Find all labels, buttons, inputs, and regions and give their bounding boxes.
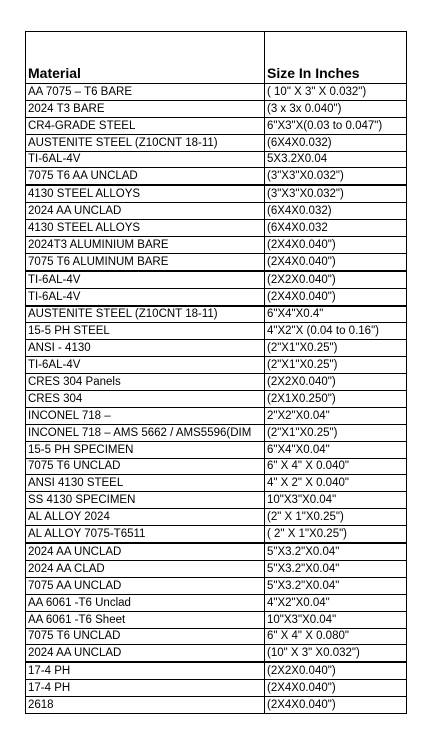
table-row	[26, 391, 407, 408]
table-row	[26, 237, 407, 254]
material-cell: INCONEL 718 – AMS 5662 / AMS5596(DIM	[26, 424, 265, 441]
size-cell: (6X4X0.032	[265, 220, 407, 237]
material-cell: 7075 T6 UNCLAD	[26, 458, 265, 475]
table-row	[26, 526, 407, 543]
material-cell: CR4-GRADE STEEL	[26, 117, 265, 134]
table-row	[26, 340, 407, 357]
table-row	[26, 662, 407, 679]
table-row	[26, 407, 407, 424]
size-cell: 5"X3.2"X0.04"	[265, 577, 407, 594]
material-cell: 4130 STEEL ALLOYS	[26, 185, 265, 202]
size-cell: 5X3.2X0.04	[265, 151, 407, 168]
size-cell: (2X2X0.040")	[265, 662, 407, 679]
material-cell: ANSI 4130 STEEL	[26, 475, 265, 492]
table-row	[26, 357, 407, 374]
table-row	[26, 458, 407, 475]
size-cell: (2X4X0.040")	[265, 237, 407, 254]
table-row	[26, 492, 407, 509]
material-cell: AUSTENITE STEEL (Z10CNT 18-11)	[26, 306, 265, 323]
table-row	[26, 100, 407, 117]
material-cell: AA 6061 -T6 Unclad	[26, 594, 265, 611]
size-cell: (6X4X0.032)	[265, 134, 407, 151]
size-cell: 6" X 4" X 0.080"	[265, 628, 407, 645]
table-row	[26, 441, 407, 458]
material-cell: 7075 AA UNCLAD	[26, 577, 265, 594]
material-cell: 7075 T6 AA UNCLAD	[26, 168, 265, 185]
material-cell: 4130 STEEL ALLOYS	[26, 220, 265, 237]
size-cell: 5"X3.2"X0.04"	[265, 543, 407, 560]
size-cell: 6"X4"X0.4"	[265, 306, 407, 323]
table-row	[26, 117, 407, 134]
size-cell: (2" X 1"X0.25")	[265, 509, 407, 526]
size-cell: (3 x 3x 0.040")	[265, 100, 407, 117]
size-cell: 2"X2"X0.04"	[265, 407, 407, 424]
size-cell: (2X4X0.040")	[265, 680, 407, 697]
size-cell: (2X2X0.040")	[265, 374, 407, 391]
material-cell: 2024 AA UNCLAD	[26, 645, 265, 662]
table-row	[26, 271, 407, 288]
material-cell: AUSTENITE STEEL (Z10CNT 18-11)	[26, 134, 265, 151]
table-row	[26, 475, 407, 492]
table-body	[26, 84, 407, 714]
table-row	[26, 306, 407, 323]
material-cell: 2618	[26, 697, 265, 714]
table-row	[26, 203, 407, 220]
material-cell: 15-5 PH STEEL	[26, 323, 265, 340]
material-cell: 15-5 PH SPECIMEN	[26, 441, 265, 458]
material-cell: 2024 AA UNCLAD	[26, 543, 265, 560]
table-row	[26, 424, 407, 441]
table-row	[26, 151, 407, 168]
size-cell: (2"X1"X0.25")	[265, 357, 407, 374]
material-cell: SS 4130 SPECIMEN	[26, 492, 265, 509]
material-cell: 7075 T6 ALUMINUM BARE	[26, 253, 265, 270]
size-cell: (3"X3"X0.032")	[265, 168, 407, 185]
header-row	[26, 32, 407, 84]
size-cell: 6"X4"X0.04"	[265, 441, 407, 458]
material-cell: INCONEL 718 –	[26, 407, 265, 424]
materials-table	[25, 31, 407, 714]
size-cell: 6" X 4" X 0.040"	[265, 458, 407, 475]
table-row	[26, 253, 407, 270]
table-row	[26, 288, 407, 305]
material-cell: 2024 AA UNCLAD	[26, 203, 265, 220]
table-row	[26, 611, 407, 628]
size-cell: (2"X1"X0.25")	[265, 340, 407, 357]
size-cell: 4"X2"X0.04"	[265, 594, 407, 611]
size-cell: (10" X 3" X0.032")	[265, 645, 407, 662]
material-cell: CRES 304 Panels	[26, 374, 265, 391]
material-cell: CRES 304	[26, 391, 265, 408]
table-row	[26, 220, 407, 237]
size-cell: (2"X1"X0.25")	[265, 424, 407, 441]
size-cell: (2X4X0.040")	[265, 253, 407, 270]
material-cell: TI-6AL-4V	[26, 288, 265, 305]
table-row	[26, 509, 407, 526]
material-cell: AL ALLOY 2024	[26, 509, 265, 526]
table-row	[26, 628, 407, 645]
material-cell: ANSI - 4130	[26, 340, 265, 357]
material-cell: TI-6AL-4V	[26, 151, 265, 168]
size-cell: (3"X3"X0.032")	[265, 185, 407, 202]
header-material: Material	[26, 32, 265, 84]
size-cell: 6"X3"X(0.03 to 0.047")	[265, 117, 407, 134]
size-cell: (6X4X0.032)	[265, 203, 407, 220]
size-cell: 10"X3"X0.04"	[265, 611, 407, 628]
size-cell: (2X1X0.250")	[265, 391, 407, 408]
table-row	[26, 680, 407, 697]
table-row	[26, 134, 407, 151]
table-row	[26, 323, 407, 340]
size-cell: (2X4X0.040")	[265, 697, 407, 714]
material-cell: AL ALLOY 7075-T6511	[26, 526, 265, 543]
size-cell: 5"X3.2"X0.04"	[265, 560, 407, 577]
material-cell: 2024 T3 BARE	[26, 100, 265, 117]
size-cell: 10"X3"X0.04"	[265, 492, 407, 509]
material-cell: TI-6AL-4V	[26, 271, 265, 288]
table-row	[26, 645, 407, 662]
size-cell: ( 10" X 3" X 0.032")	[265, 84, 407, 101]
table-row	[26, 594, 407, 611]
material-cell: TI-6AL-4V	[26, 357, 265, 374]
material-cell: 2024 AA CLAD	[26, 560, 265, 577]
table-row	[26, 185, 407, 202]
material-cell: AA 6061 -T6 Sheet	[26, 611, 265, 628]
table-row	[26, 543, 407, 560]
table-row	[26, 560, 407, 577]
material-cell: AA 7075 – T6 BARE	[26, 84, 265, 101]
size-cell: (2X2X0.040")	[265, 271, 407, 288]
material-cell: 17-4 PH	[26, 662, 265, 679]
table-row	[26, 374, 407, 391]
material-cell: 7075 T6 UNCLAD	[26, 628, 265, 645]
material-cell: 17-4 PH	[26, 680, 265, 697]
table-row	[26, 577, 407, 594]
size-cell: 4"X2"X (0.04 to 0.16")	[265, 323, 407, 340]
size-cell: ( 2" X 1"X0.25")	[265, 526, 407, 543]
header-size: Size In Inches	[265, 32, 407, 84]
material-cell: 2024T3 ALUMINIUM BARE	[26, 237, 265, 254]
size-cell: 4" X 2" X 0.040"	[265, 475, 407, 492]
table-row	[26, 168, 407, 185]
table-row	[26, 84, 407, 101]
size-cell: (2X4X0.040")	[265, 288, 407, 305]
table-row	[26, 697, 407, 714]
